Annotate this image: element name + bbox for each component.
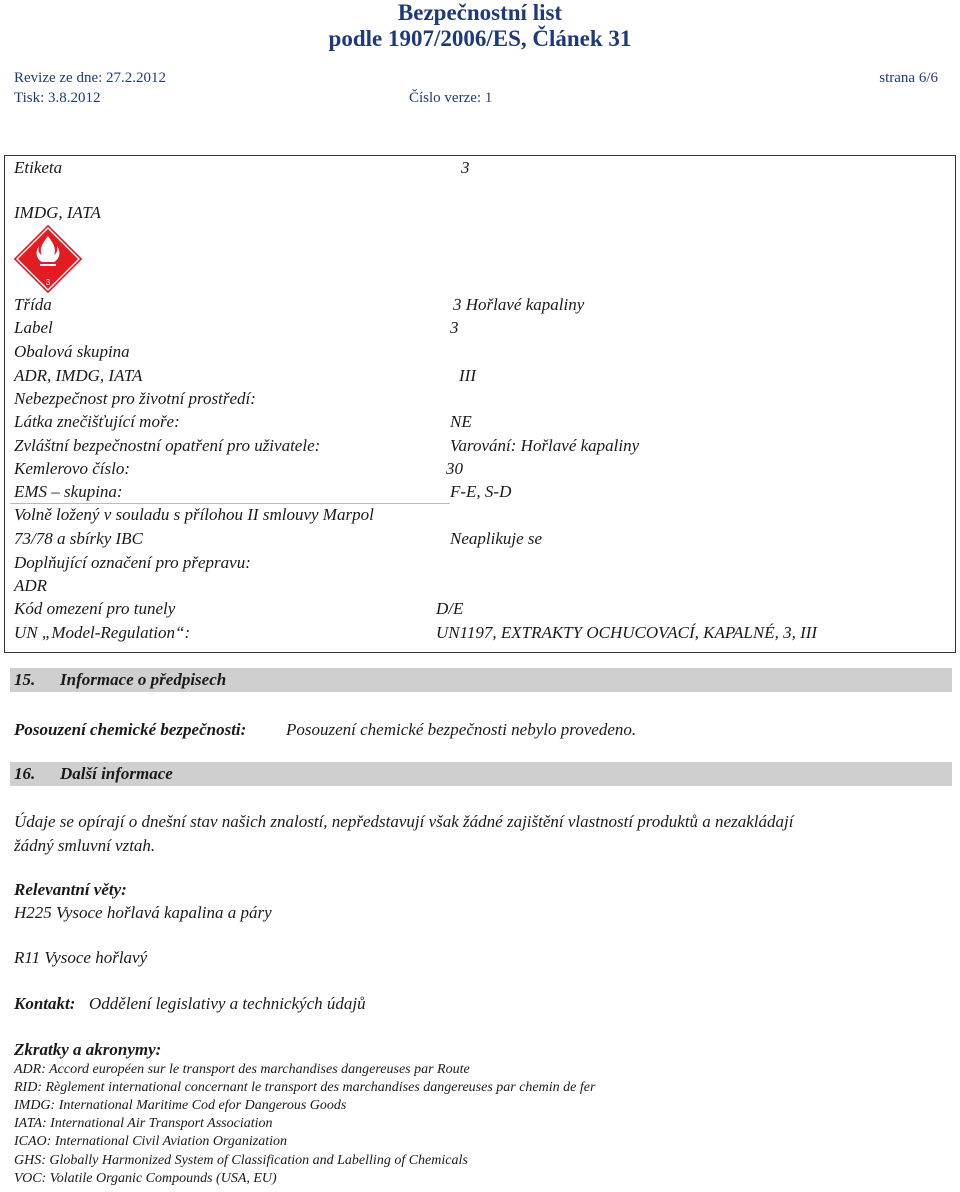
disclaimer-line-2: žádný smluvní vztah. xyxy=(14,836,156,855)
version-number: Číslo verze: 1 xyxy=(409,90,493,106)
section-15-number: 15. xyxy=(14,670,36,689)
etiketa-value: 3 xyxy=(461,158,470,177)
section-16-title: Další informace xyxy=(60,764,173,783)
abbreviation-item: ADR: Accord européen sur le transport des marchandises dangereuses par Route xyxy=(14,1062,470,1077)
page-number: strana 6/6 xyxy=(879,70,938,86)
placard-class-number: 3 xyxy=(45,278,51,287)
document-title-line1: Bezpečnostní list xyxy=(397,0,563,25)
label-value: 3 xyxy=(450,318,459,337)
header-divider xyxy=(0,112,960,113)
marine-pollutant-label: Látka znečišťující moře: xyxy=(14,412,180,431)
tunnel-code-value: D/E xyxy=(436,599,464,618)
additional-marking-label: Doplňující označení pro přepravu: xyxy=(14,553,251,572)
ibc-value: Neaplikuje se xyxy=(450,529,543,548)
adr-label: ADR xyxy=(14,576,48,595)
ems-label: EMS – skupina: xyxy=(14,482,123,501)
abbreviation-item: VOC: Volatile Organic Compounds (USA, EU) xyxy=(14,1171,277,1186)
special-precautions-value: Varování: Hořlavé kapaliny xyxy=(450,436,640,455)
abbreviation-item: ICAO: International Civil Aviation Organization xyxy=(14,1134,287,1149)
disclaimer-line-1: Údaje se opírají o dnešní stav našich znalostí, nepředstavují však žádné zajištění vlastností produktů a nezakládají xyxy=(14,812,794,831)
un-model-regulation-value: UN1197, EXTRAKTY OCHUCOVACÍ, KAPALNÉ, 3, III xyxy=(436,623,818,642)
env-hazard-label: Nebezpečnost pro životní prostředí: xyxy=(14,389,256,408)
packing-group-value: III xyxy=(459,366,476,385)
flammable-liquid-placard xyxy=(11,222,85,296)
contact-label: Kontakt: xyxy=(14,994,76,1013)
contact-text: Oddělení legislativy a technických údajů xyxy=(89,994,366,1013)
un-model-regulation-label: UN „Model-Regulation“: xyxy=(14,623,191,642)
chemical-safety-assessment-label: Posouzení chemické bezpečnosti: xyxy=(14,720,247,739)
abbreviation-item: RID: Règlement international concernant le transport des marchandises dangereuses par chemin de fer xyxy=(14,1080,596,1095)
section-16-number: 16. xyxy=(14,764,36,783)
r-phrase: R11 Vysoce hořlavý xyxy=(14,948,148,967)
abbreviation-item: IATA: International Air Transport Association xyxy=(14,1116,273,1131)
abbreviation-item: GHS: Globally Harmonized System of Classification and Labelling of Chemicals xyxy=(14,1153,468,1168)
chemical-safety-assessment-text: Posouzení chemické bezpečnosti nebylo provedeno. xyxy=(286,720,637,739)
imdg-iata-label: IMDG, IATA xyxy=(14,203,101,222)
h-phrase: H225 Vysoce hořlavá kapalina a páry xyxy=(14,903,272,922)
section-16-header xyxy=(10,762,952,786)
relevant-phrases-label: Relevantní věty: xyxy=(14,880,127,899)
marpol-label: Volně ložený v souladu s přílohou II smlouvy Marpol xyxy=(14,505,374,524)
ibc-label: 73/78 a sbírky IBC xyxy=(14,529,143,548)
packing-group-label: Obalová skupina xyxy=(14,342,130,361)
marine-pollutant-value: NE xyxy=(450,412,472,431)
class-value: 3 Hořlavé kapaliny xyxy=(453,295,585,314)
section-15-header xyxy=(10,668,952,692)
row-divider xyxy=(10,503,450,504)
etiketa-label: Etiketa xyxy=(14,158,63,177)
kemler-label: Kemlerovo číslo: xyxy=(14,459,130,478)
abbreviations-label: Zkratky a akronymy: xyxy=(14,1040,162,1059)
revision-date: Revize ze dne: 27.2.2012 xyxy=(14,70,167,86)
tunnel-code-label: Kód omezení pro tunely xyxy=(14,599,176,618)
ems-value: F-E, S-D xyxy=(450,482,512,501)
document-title-line2: podle 1907/2006/ES, Článek 31 xyxy=(328,26,632,51)
special-precautions-label: Zvláštní bezpečnostní opatření pro uživatele: xyxy=(14,436,321,455)
packing-group-modes-label: ADR, IMDG, IATA xyxy=(14,366,143,385)
kemler-value: 30 xyxy=(446,459,463,478)
abbreviation-item: IMDG: International Maritime Cod efor Dangerous Goods xyxy=(14,1098,347,1113)
class-label: Třída xyxy=(14,295,52,314)
print-date: Tisk: 3.8.2012 xyxy=(14,90,101,106)
section-15-title: Informace o předpisech xyxy=(60,670,227,689)
label-label: Label xyxy=(14,318,53,337)
